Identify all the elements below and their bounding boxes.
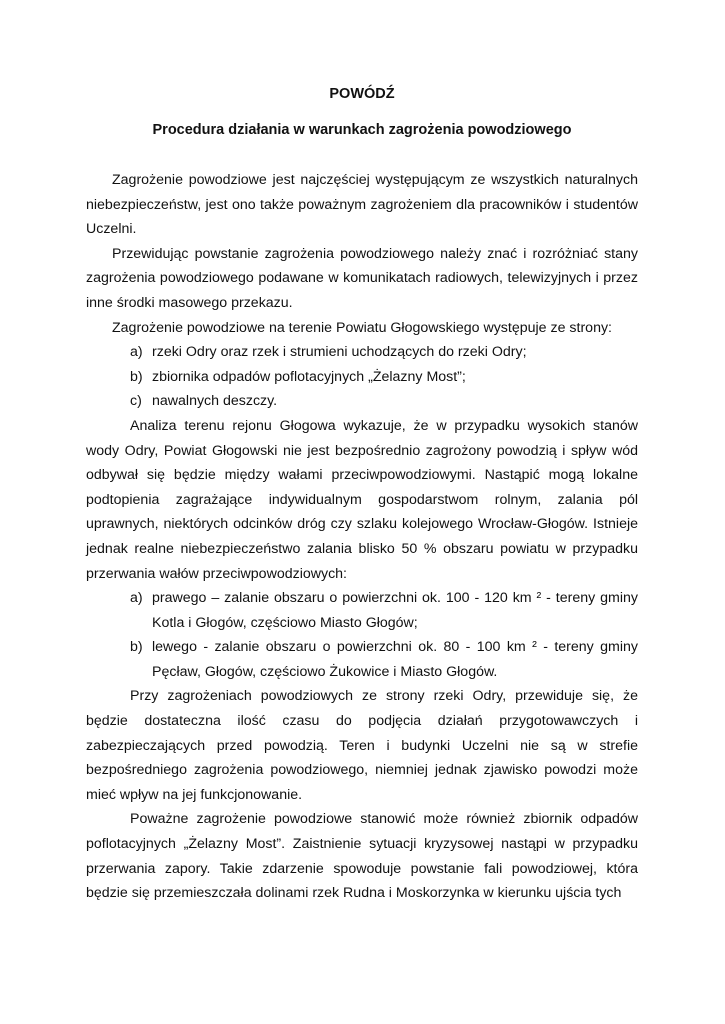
list-marker: a)	[130, 344, 143, 361]
paragraph-intro: Zagrożenie powodziowe jest najczęściej występującym ze wszystkich naturalnych niebezpieczeństw, jest ono także poważnym zagrożeniem dla pracowników i studentów Uczelni.	[86, 172, 638, 238]
list-item	[86, 635, 638, 684]
paragraph-odra-threats: Przy zagrożeniach powodziowych ze strony rzeki Odry, przewiduje się, że będzie dostateczna ilość czasu do podjęcia działań przygotowawczych i zabezpieczających przed powodzią. Teren i budynki Uczelni nie są w strefie bezpośredniego zagrożenia powodziowego, niemniej jednak zjawisko powodzi może mieć wpływ na jej funkcjonowanie.	[86, 688, 638, 803]
document-title: POWÓDŹ	[329, 86, 395, 102]
document-body	[86, 168, 638, 906]
list-item	[86, 340, 638, 365]
embankment-breach-list	[86, 586, 638, 684]
paragraph-flood-states: Przewidując powstanie zagrożenia powodziowego należy znać i rozróżniać stany zagrożenia powodziowego podawane w komunikatach radiowych, telewizyjnych i przez inne środki masowego przekazu.	[86, 245, 638, 311]
paragraph-threat-sources: Zagrożenie powodziowe na terenie Powiatu Głogowskiego występuje ze strony:	[112, 319, 612, 336]
list-item	[86, 389, 638, 414]
document-page	[86, 80, 638, 906]
list-item-text: zbiornika odpadów poflotacyjnych „Żelazny Most”;	[152, 368, 466, 385]
list-item-text: rzeki Odry oraz rzek i strumieni uchodzących do rzeki Odry;	[152, 344, 527, 361]
list-marker: b)	[130, 368, 143, 385]
list-marker: a)	[130, 590, 143, 607]
list-item-text: nawalnych deszczy.	[152, 393, 278, 410]
list-marker: b)	[130, 639, 143, 656]
list-item	[86, 586, 638, 635]
paragraph-area-analysis: Analiza terenu rejonu Głogowa wykazuje, że w przypadku wysokich stanów wody Odry, Powiat Głogowski nie jest bezpośrednio zagrożony powodzią i spływ wód odbywał się będzie między wałami przeciwpowodziowymi. Nastąpić mogą lokalne podtopienia zagrażające indywidualnym gospodarstwom rolnym, zalania pól uprawnych, niektórych odcinków dróg czy szlaku kolejowego Wrocław-Głogów. Istnieje jednak realne niebezpieczeństwo zalania blisko 50 % obszaru powiatu w przypadku przerwania wałów przeciwpowodziowych:	[86, 417, 638, 582]
list-marker: c)	[130, 393, 142, 410]
document-subtitle: Procedura działania w warunkach zagrożenia powodziowego	[152, 122, 572, 138]
list-item-text: prawego – zalanie obszaru o powierzchni ok. 100 - 120 km ² - tereny gminy Kotla i Głogów, częściowo Miasto Głogów;	[152, 590, 638, 631]
paragraph-zelazny-most: Poważne zagrożenie powodziowe stanowić może również zbiornik odpadów poflotacyjnych „Żelazny Most”. Zaistnienie sytuacji kryzysowej nastąpi w przypadku przerwania zapory. Takie zdarzenie spowoduje powstanie fali powodziowej, która będzie się przemieszczała dolinami rzek Rudna i Moskorzynka w kierunku ujścia tych	[86, 811, 638, 902]
list-item-text: lewego - zalanie obszaru o powierzchni ok. 80 - 100 km ² - tereny gminy Pęcław, Głogów, częściowo Żukowice i Miasto Głogów.	[152, 639, 638, 680]
threat-sources-list	[86, 340, 638, 414]
list-item	[86, 365, 638, 390]
